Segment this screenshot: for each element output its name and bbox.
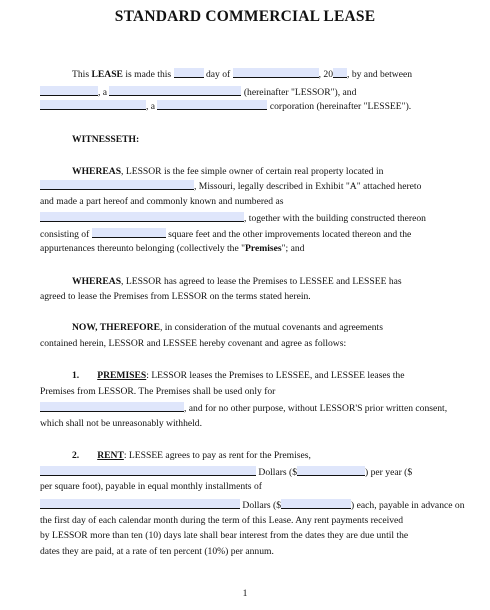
whereas1-line-5: consisting of square feet and the other improvements located thereon and the: [40, 229, 412, 240]
document-title: STANDARD COMMERCIAL LEASE: [114, 8, 376, 25]
section2-line-1: 2. RENT: LESSEE agrees to pay as rent for the Premises,: [72, 450, 311, 461]
intro-line-2: , a (hereinafter "LESSOR"), and: [40, 86, 450, 99]
property-location-field[interactable]: [40, 180, 194, 190]
lessor-name-field[interactable]: [40, 86, 98, 96]
month-field[interactable]: [233, 68, 319, 78]
now-line-1: NOW, THEREFORE, in consideration of the mutual covenants and agreements: [72, 322, 383, 333]
section2-heading: RENT: [97, 450, 124, 461]
whereas2-line-2: agreed to lease the Premises from LESSOR on the terms stated herein.: [40, 291, 311, 302]
section1-line-4: which shall not be unreasonably withheld.: [40, 418, 202, 429]
square-feet-field[interactable]: [92, 228, 166, 238]
witnesseth-heading: WITNESSETH:: [72, 134, 140, 145]
section1-line-1: 1. PREMISES: LESSOR leases the Premises to LESSEE, and LESSEE leases the: [72, 370, 405, 381]
whereas1-line-2: , Missouri, legally described in Exhibit "A" attached hereto: [40, 180, 450, 193]
now-line-2: contained herein, LESSOR and LESSEE hereby covenant and agree as follows:: [40, 338, 347, 349]
lessee-name-field[interactable]: [40, 100, 146, 110]
monthly-rent-words-field[interactable]: [40, 499, 240, 509]
section2-line-6: by LESSOR more than ten (10) days late shall bear interest from the dates they are due until the: [40, 530, 409, 541]
section2-line-4: Dollars ($ ) each, payable in advance on: [40, 499, 450, 512]
annual-rent-words-field[interactable]: [40, 466, 256, 476]
section2-line-5: the first day of each calendar month during the term of this Lease. Any rent payments received: [40, 515, 404, 526]
monthly-rent-amount-field[interactable]: [281, 499, 351, 509]
annual-rent-amount-field[interactable]: [297, 466, 365, 476]
section1-line-2: Premises from LESSOR. The Premises shall be used only for: [40, 386, 276, 397]
section1-heading: PREMISES: [97, 370, 147, 381]
intro-line-1: This LEASE is made this day of , 20 , by and between: [72, 69, 413, 80]
day-field[interactable]: [174, 68, 204, 78]
section1-line-3: , and for no other purpose, without LESSOR'S prior written consent,: [40, 402, 450, 415]
whereas1-line-4: , together with the building constructed thereon: [40, 212, 450, 225]
permitted-use-field[interactable]: [40, 402, 184, 412]
page-number: 1: [242, 588, 248, 599]
whereas1-line-6: appurtenances thereunto belonging (collectively the "Premises"; and: [40, 243, 305, 254]
lessor-entity-field[interactable]: [109, 86, 241, 96]
section2-line-2: Dollars ($ ) per year ($: [40, 466, 450, 479]
whereas2-line-1: WHEREAS, LESSOR has agreed to lease the Premises to LESSEE and LESSEE has: [72, 276, 402, 287]
property-address-field[interactable]: [40, 212, 244, 222]
section2-line-7: dates they are paid, at a rate of ten percent (10%) per annum.: [40, 546, 274, 557]
whereas1-line-3: and made a part hereof and commonly known and numbered as: [40, 196, 284, 207]
year-field[interactable]: [333, 68, 347, 78]
whereas1-line-1: WHEREAS, LESSOR is the fee simple owner of certain real property located in: [72, 166, 384, 177]
lessee-state-field[interactable]: [157, 100, 267, 110]
intro-line-3: , a corporation (hereinafter "LESSEE").: [40, 100, 450, 113]
section2-line-3: per square foot), payable in equal monthly installments of: [40, 481, 262, 492]
